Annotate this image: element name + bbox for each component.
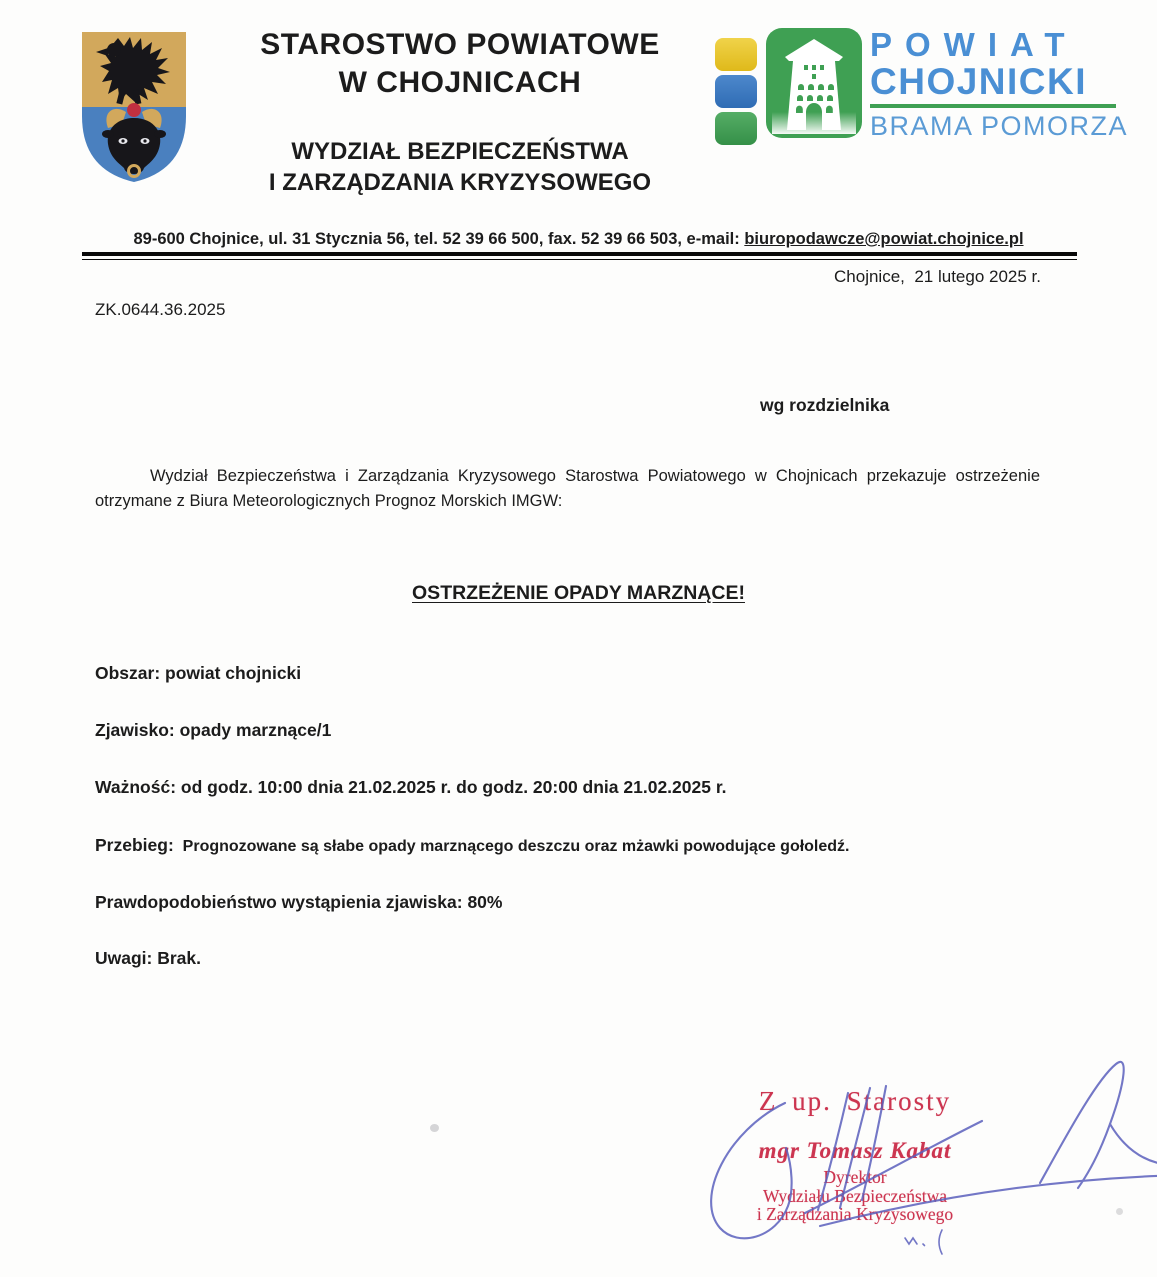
field-label: Uwagi: xyxy=(95,948,153,968)
field-value: Brak. xyxy=(152,948,202,968)
department-line2: I ZARZĄDZANIA KRYZYSOWEGO xyxy=(268,169,652,196)
gate-tower-icon xyxy=(766,28,862,138)
field-value: 80% xyxy=(462,892,503,912)
powiat-chojnicki-logo xyxy=(712,28,1132,148)
field-label: Obszar: xyxy=(95,663,161,683)
contact-email: biuropodawcze@powiat.chojnice.pl xyxy=(744,230,1024,248)
logo-color-squares-icon xyxy=(715,38,757,149)
field-obszar xyxy=(95,663,301,684)
addressee: wg rozdzielnika xyxy=(760,395,890,415)
place-and-date: Chojnice, 21 lutego 2025 r. xyxy=(834,267,1041,286)
intro-paragraph: Wydział Bezpieczeństwa i Zarządzania Kryzysowego Starostwa Powiatowego w Chojnicach przekazuje ostrzeżenie otrzymane z Biura Meteorologicznych Prognoz Morskich IMGW: xyxy=(95,467,1040,510)
scan-speck xyxy=(1116,1208,1123,1215)
logo-name-chojnicki: CHOJNICKI xyxy=(870,61,1088,102)
field-label: Ważność: xyxy=(95,777,177,797)
field-value: Prognozowane są słabe opady marznącego deszczu oraz mżawki powodujące gołoledź. xyxy=(173,838,850,855)
field-prawdopodobienstwo xyxy=(95,892,502,913)
field-zjawisko xyxy=(95,720,331,741)
warning-title: OSTRZEŻENIE OPADY MARZNĄCE! xyxy=(412,582,745,604)
chojnice-coat-of-arms-icon xyxy=(78,28,190,186)
stamp-authority: Z up. Starosty xyxy=(758,1086,952,1116)
contact-line xyxy=(0,230,1157,249)
field-value: od godz. 10:00 dnia 21.02.2025 r. do godz. 20:00 dnia 21.02.2025 r. xyxy=(176,777,727,797)
field-value: powiat chojnicki xyxy=(160,663,302,683)
contact-address: 89-600 Chojnice, ul. 31 Stycznia 56, tel. 52 39 66 500, fax. 52 39 66 503, e-mail: xyxy=(133,230,745,248)
logo-divider xyxy=(870,104,1116,108)
field-waznosc xyxy=(95,777,727,798)
field-value: opady marznące/1 xyxy=(174,720,332,740)
scan-speck xyxy=(430,1124,439,1132)
field-label: Prawdopodobieństwo wystąpienia zjawiska: xyxy=(95,892,463,912)
office-name-line2: W CHOJNICACH xyxy=(338,66,582,99)
department-line1: WYDZIAŁ BEZPIECZEŃSTWA xyxy=(291,138,629,165)
official-stamp xyxy=(700,1086,1010,1224)
stamp-signer-name: mgr Tomasz Kabat xyxy=(758,1138,952,1163)
stamp-role-line1: Dyrektor xyxy=(823,1167,887,1187)
stamp-role-line3: i Zarządzania Kryzysowego xyxy=(756,1204,954,1224)
office-title xyxy=(235,26,685,102)
office-name-line1: STAROSTWO POWIATOWE xyxy=(260,28,660,61)
logo-wordmark xyxy=(870,28,1132,142)
letterhead-divider xyxy=(82,252,1077,260)
reference-number: ZK.0644.36.2025 xyxy=(95,300,226,319)
field-label: Przebieg: xyxy=(95,835,174,855)
logo-name-powiat: POWIAT xyxy=(870,26,1078,63)
field-przebieg xyxy=(95,835,850,856)
department-title xyxy=(215,136,705,198)
stamp-role-line2: Wydziału Bezpieczeństwa xyxy=(762,1185,948,1206)
field-uwagi xyxy=(95,948,201,969)
logo-tagline: BRAMA POMORZA xyxy=(870,111,1129,141)
field-label: Zjawisko: xyxy=(95,720,175,740)
